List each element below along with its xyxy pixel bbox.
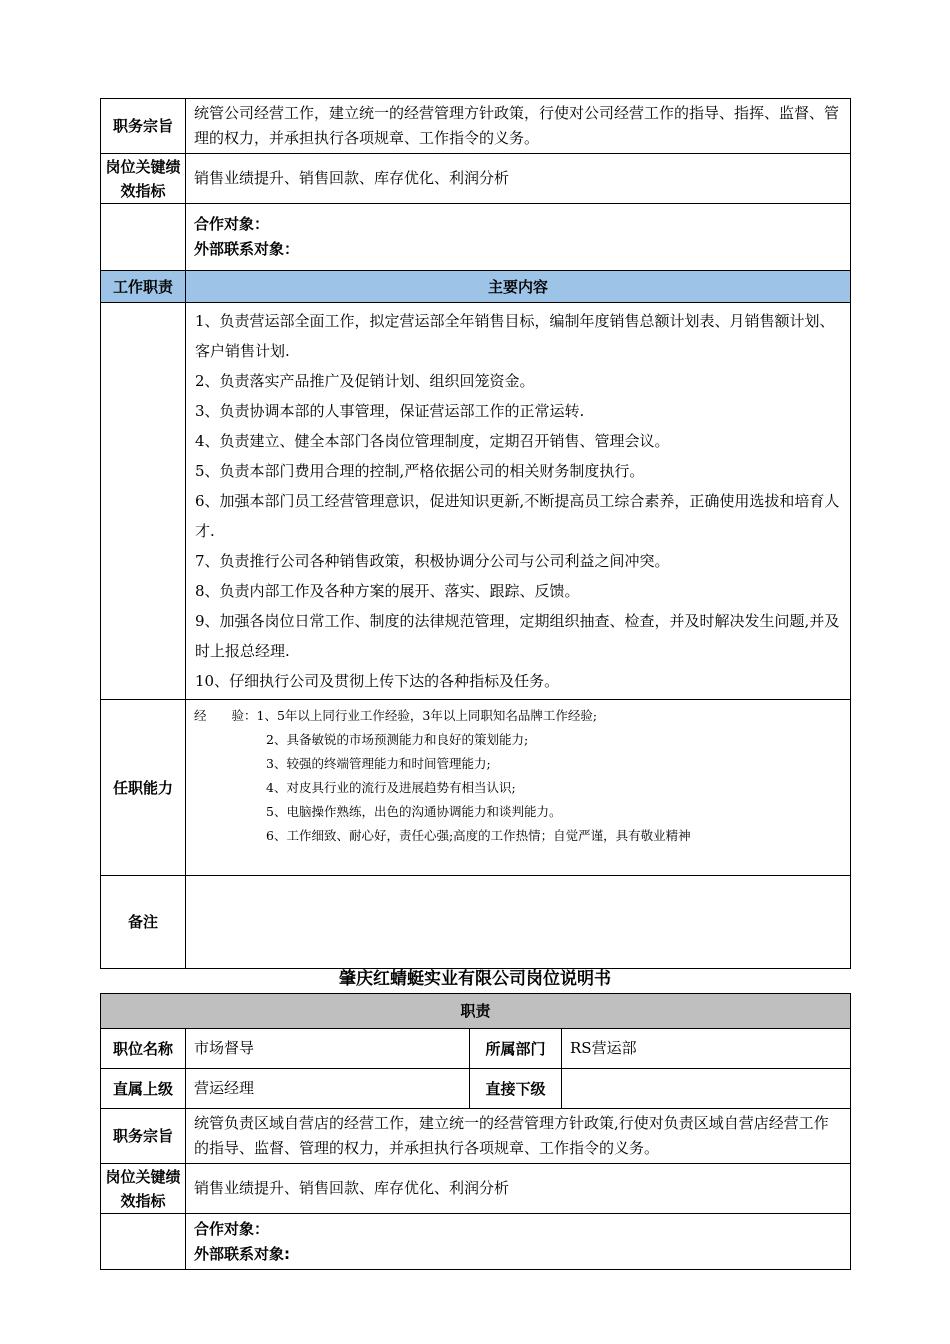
department-label: 所属部门 xyxy=(470,1029,562,1069)
document-title: 肇庆红蜻蜓实业有限公司岗位说明书 xyxy=(339,969,611,989)
job-description-table-1 xyxy=(100,98,851,969)
position-label: 职位名称 xyxy=(101,1029,186,1069)
external-contacts-label: 外部联系对象： xyxy=(194,240,300,258)
department-value: RS营运部 xyxy=(562,1029,851,1069)
contacts-cell xyxy=(186,1214,851,1270)
superior-value: 营运经理 xyxy=(186,1069,470,1109)
partners-label: 合作对象： xyxy=(194,1219,270,1238)
superior-label: 直属上级 xyxy=(101,1069,186,1109)
kpi-label: 岗位关键绩效指标 xyxy=(101,154,186,204)
qualifications-list xyxy=(186,700,851,876)
kpi-text: 销售业绩提升、销售回款、库存优化、利润分析 xyxy=(186,154,851,204)
remarks-text xyxy=(186,876,851,969)
contacts-label-cell xyxy=(101,1214,186,1270)
qualification-item: 2、具备敏锐的市场预测能力和良好的策划能力; xyxy=(266,732,529,747)
subordinate-label: 直接下级 xyxy=(470,1069,562,1109)
contacts-cell xyxy=(186,204,851,271)
kpi-text: 销售业绩提升、销售回款、库存优化、利润分析 xyxy=(186,1164,851,1214)
kpi-label: 岗位关键绩效指标 xyxy=(101,1164,186,1214)
qualification-item: 经 验：1、5年以上同行业工作经验，3年以上同职知名品牌工作经验; xyxy=(194,708,598,723)
qualifications-label: 任职能力 xyxy=(101,700,186,876)
duty-item: 10、仔细执行公司及贯彻上传下达的各种指标及任务。 xyxy=(195,672,560,690)
duties-label: 工作职责 xyxy=(101,271,186,303)
purpose-label: 职务宗旨 xyxy=(101,1109,186,1164)
section-header: 职责 xyxy=(101,994,851,1029)
subordinate-value xyxy=(562,1069,851,1109)
duty-item: 1、负责营运部全面工作，拟定营运部全年销售目标，编制年度销售总额计划表、月销售额计划、客户销售计划. xyxy=(195,312,835,360)
duty-item: 2、负责落实产品推广及促销计划、组织回笼资金。 xyxy=(195,372,535,390)
purpose-text: 统管公司经营工作，建立统一的经营管理方针政策，行使对公司经营工作的指导、指挥、监督、管理的权力，并承担执行各项规章、工作指令的义务。 xyxy=(186,99,851,154)
qualification-item: 5、电脑操作熟练，出色的沟通协调能力和谈判能力。 xyxy=(266,804,562,819)
remarks-label: 备注 xyxy=(101,876,186,969)
duty-item: 9、加强各岗位日常工作、制度的法律规范管理，定期组织抽查、检查，并及时解决发生问题,并及时上报总经理. xyxy=(195,612,840,660)
qualification-item: 6、工作细致、耐心好，责任心强;高度的工作热情；自觉严谨，具有敬业精神 xyxy=(266,828,691,843)
job-description-table-2 xyxy=(100,993,851,1270)
position-value: 市场督导 xyxy=(186,1029,470,1069)
purpose-label: 职务宗旨 xyxy=(101,99,186,154)
partners-label: 合作对象： xyxy=(194,215,270,233)
purpose-text: 统管负责区域自营店的经营工作，建立统一的经营管理方针政策,行使对负责区域自营店经营工作的指导、监督、管理的权力，并承担执行各项规章、工作指令的义务。 xyxy=(186,1109,851,1164)
duties-list xyxy=(186,303,851,700)
qualification-item: 3、较强的终端管理能力和时间管理能力; xyxy=(266,756,491,771)
duty-item: 8、负责内部工作及各种方案的展开、落实、跟踪、反馈。 xyxy=(195,582,580,600)
qualification-item: 4、对皮具行业的流行及进展趋势有相当认识; xyxy=(266,780,516,795)
external-contacts-label: 外部联系对象: xyxy=(194,1244,290,1263)
duty-item: 6、加强本部门员工经营管理意识，促进知识更新,不断提高员工综合素养，正确使用选拔和培育人才. xyxy=(195,492,840,540)
duty-item: 3、负责协调本部的人事管理，保证营运部工作的正常运转. xyxy=(195,402,585,420)
duty-item: 5、负责本部门费用合理的控制,严格依据公司的相关财务制度执行。 xyxy=(195,462,645,480)
contacts-label-cell xyxy=(101,204,186,271)
duty-item: 7、负责推行公司各种销售政策，积极协调分公司与公司利益之间冲突。 xyxy=(195,552,670,570)
duties-label-cell xyxy=(101,303,186,700)
duty-item: 4、负责建立、健全本部门各岗位管理制度，定期召开销售、管理会议。 xyxy=(195,432,670,450)
duties-header: 主要内容 xyxy=(186,271,851,303)
